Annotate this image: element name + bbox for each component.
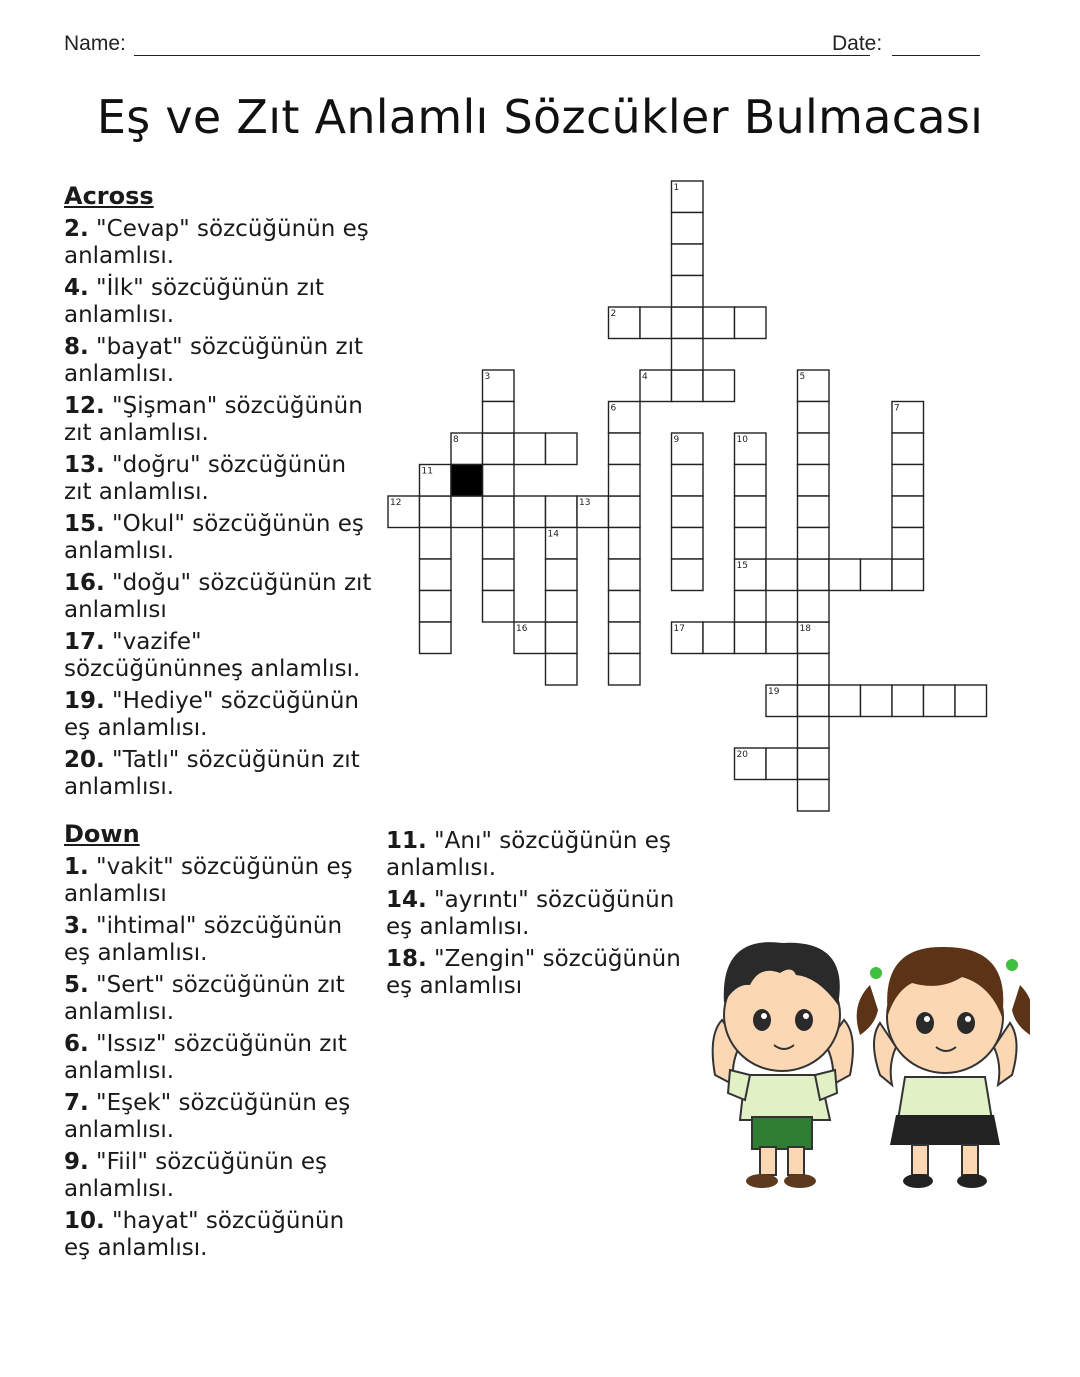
grid-cell[interactable] <box>798 748 830 780</box>
page-title: Eş ve Zıt Anlamlı Sözcükler Bulmacası <box>96 90 984 144</box>
grid-cell[interactable] <box>892 402 924 434</box>
grid-cell[interactable] <box>798 780 830 812</box>
grid-cell[interactable] <box>766 748 798 780</box>
clue-number: 9. <box>64 1149 89 1175</box>
clue-item <box>64 688 374 742</box>
grid-cell[interactable] <box>798 559 830 591</box>
grid-number: 20 <box>736 750 748 760</box>
clue-item <box>64 393 374 447</box>
clue-item <box>386 828 686 882</box>
grid-number: 6 <box>610 403 617 414</box>
grid-cell[interactable] <box>735 622 767 654</box>
grid-cell[interactable] <box>483 591 515 623</box>
clue-text: "hayat" sözcüğünün eş anlamlısı. <box>64 1208 345 1261</box>
clue-text: "doğru" sözcüğünün zıt anlamlısı. <box>64 452 347 505</box>
grid-cell[interactable] <box>420 622 452 654</box>
clue-item <box>386 887 686 941</box>
grid-cell[interactable] <box>672 339 704 371</box>
grid-cell[interactable] <box>892 685 924 717</box>
clue-text: "Eşek" sözcüğünün eş anlamlısı. <box>64 1090 351 1143</box>
clue-item <box>64 972 374 1026</box>
grid-number: 11 <box>421 466 433 477</box>
clue-number: 20. <box>64 747 105 773</box>
clue-item <box>386 946 686 1000</box>
grid-cell[interactable] <box>735 496 767 528</box>
clue-text: "Issız" sözcüğünün zıt anlamlısı. <box>64 1031 347 1084</box>
clue-text: "Sert" sözcüğünün zıt anlamlısı. <box>64 972 345 1025</box>
grid-cell[interactable] <box>546 559 578 591</box>
clue-text: "doğu" sözcüğünün zıt anlamlısı <box>64 570 372 623</box>
clue-number: 11. <box>386 828 427 854</box>
grid-cell[interactable] <box>672 244 704 276</box>
clue-number: 5. <box>64 972 89 998</box>
grid-cell[interactable] <box>420 496 452 528</box>
clue-text: "Hediye" sözcüğünün eş anlamlısı. <box>64 688 359 741</box>
clue-item <box>64 1149 374 1203</box>
clue-number: 7. <box>64 1090 89 1116</box>
grid-cell[interactable] <box>483 402 515 434</box>
clue-number: 19. <box>64 688 105 714</box>
clue-text: "Cevap" sözcüğünün eş anlamlısı. <box>64 216 369 269</box>
grid-cell[interactable] <box>672 276 704 308</box>
grid-cell[interactable] <box>420 591 452 623</box>
grid-number: 4 <box>642 372 648 382</box>
clue-item <box>64 913 374 967</box>
clue-number: 1. <box>64 854 89 880</box>
grid-number: 2 <box>610 309 617 319</box>
grid-number: 1 <box>673 183 680 193</box>
grid-cell[interactable] <box>640 307 672 339</box>
clue-number: 12. <box>64 393 105 419</box>
grid-cell[interactable] <box>703 307 735 339</box>
name-label: Name: <box>64 32 126 55</box>
clue-item <box>64 216 374 270</box>
grid-cell[interactable] <box>924 685 956 717</box>
clue-text: "Tatlı" sözcüğünün zıt anlamlısı. <box>64 747 360 800</box>
grid-cell[interactable] <box>798 370 830 402</box>
grid-number: 15 <box>736 561 748 571</box>
grid-cell[interactable] <box>451 496 483 528</box>
grid-cell[interactable] <box>672 370 704 402</box>
grid-cell[interactable] <box>829 685 861 717</box>
clue-item <box>64 1090 374 1144</box>
clue-text: "vazife" sözcüğününneş anlamlısı. <box>64 629 361 682</box>
grid-cell[interactable] <box>735 307 767 339</box>
grid-cell[interactable] <box>672 622 704 654</box>
grid-cell[interactable] <box>798 402 830 434</box>
grid-cell[interactable] <box>483 370 515 402</box>
grid-cell[interactable] <box>861 559 893 591</box>
grid-cell[interactable] <box>798 465 830 497</box>
clue-text: "Anı" sözcüğünün eş anlamlısı. <box>386 828 671 881</box>
grid-cell[interactable] <box>798 685 830 717</box>
name-date-header <box>64 30 984 62</box>
grid-cell[interactable] <box>483 465 515 497</box>
grid-cell[interactable] <box>546 622 578 654</box>
grid-number: 7 <box>894 403 900 414</box>
girl-figure <box>857 947 1030 1188</box>
grid-cell[interactable] <box>672 465 704 497</box>
grid-cell[interactable] <box>577 496 609 528</box>
grid-cell[interactable] <box>892 528 924 560</box>
clue-item <box>64 334 374 388</box>
grid-number: 12 <box>390 498 402 508</box>
grid-cell[interactable] <box>861 685 893 717</box>
clue-number: 8. <box>64 334 89 360</box>
grid-cell[interactable] <box>892 496 924 528</box>
grid-number: 13 <box>579 498 591 508</box>
clue-number: 2. <box>64 216 89 242</box>
grid-cell[interactable] <box>798 528 830 560</box>
grid-cell[interactable] <box>798 717 830 749</box>
grid-cell[interactable] <box>735 748 767 780</box>
grid-cell[interactable] <box>672 213 704 245</box>
grid-cell[interactable] <box>640 370 672 402</box>
grid-cell[interactable] <box>609 591 641 623</box>
grid-cell[interactable] <box>609 496 641 528</box>
grid-cell[interactable] <box>514 622 546 654</box>
clue-item <box>64 629 374 683</box>
grid-cell[interactable] <box>892 559 924 591</box>
grid-cell[interactable] <box>672 307 704 339</box>
grid-cell[interactable] <box>514 496 546 528</box>
grid-cell[interactable] <box>892 433 924 465</box>
grid-cell[interactable] <box>672 433 704 465</box>
grid-cell[interactable] <box>483 496 515 528</box>
grid-cell[interactable] <box>546 528 578 560</box>
clue-number: 14. <box>386 887 427 913</box>
grid-number: 10 <box>736 435 748 445</box>
down-heading: Down <box>64 820 140 848</box>
grid-cell[interactable] <box>735 465 767 497</box>
down-clues <box>64 854 374 1267</box>
grid-cell[interactable] <box>609 307 641 339</box>
grid-cell[interactable] <box>546 591 578 623</box>
grid-number: 9 <box>673 435 680 445</box>
grid-cell[interactable] <box>483 559 515 591</box>
clue-item <box>64 747 374 801</box>
grid-cell[interactable] <box>514 433 546 465</box>
clue-item <box>64 1031 374 1085</box>
grid-cell[interactable] <box>546 654 578 686</box>
clue-number: 10. <box>64 1208 105 1234</box>
grid-cell[interactable] <box>798 433 830 465</box>
boy-figure <box>713 942 853 1188</box>
grid-cell[interactable] <box>388 496 420 528</box>
grid-cell[interactable] <box>609 433 641 465</box>
grid-cell[interactable] <box>609 528 641 560</box>
grid-cell[interactable] <box>766 685 798 717</box>
clue-number: 13. <box>64 452 105 478</box>
clue-number: 17. <box>64 629 105 655</box>
grid-cell[interactable] <box>798 654 830 686</box>
clue-item <box>64 854 374 908</box>
across-heading: Across <box>64 182 154 210</box>
grid-number: 5 <box>799 372 806 382</box>
grid-cell[interactable] <box>735 528 767 560</box>
grid-cell[interactable] <box>451 433 483 465</box>
grid-cell[interactable] <box>703 622 735 654</box>
clue-text: "Şişman" sözcüğünün zıt anlamlısı. <box>64 393 363 446</box>
grid-cell[interactable] <box>735 433 767 465</box>
clue-text: "bayat" sözcüğünün zıt anlamlısı. <box>64 334 363 387</box>
grid-cell[interactable] <box>766 622 798 654</box>
grid-number: 8 <box>453 435 459 445</box>
clue-text: "Zengin" sözcüğünün eş anlamlısı <box>386 946 681 999</box>
children-illustration <box>700 925 1030 1195</box>
clue-number: 3. <box>64 913 89 939</box>
clue-item <box>64 275 374 329</box>
clue-text: "Okul" sözcüğünün eş anlamlısı. <box>64 511 364 564</box>
grid-cell[interactable] <box>483 528 515 560</box>
grid-cell[interactable] <box>829 559 861 591</box>
grid-cell[interactable] <box>483 433 515 465</box>
clue-number: 18. <box>386 946 427 972</box>
grid-cell[interactable] <box>766 559 798 591</box>
grid-cell[interactable] <box>546 433 578 465</box>
clue-text: "Fiil" sözcüğünün eş anlamlısı. <box>64 1149 327 1202</box>
clue-number: 4. <box>64 275 89 301</box>
clue-number: 6. <box>64 1031 89 1057</box>
grid-cell[interactable] <box>672 559 704 591</box>
grid-cell[interactable] <box>609 654 641 686</box>
clue-item <box>64 1208 374 1262</box>
grid-cell[interactable] <box>955 685 987 717</box>
clue-item <box>64 570 374 624</box>
grid-number: 16 <box>516 624 528 634</box>
grid-cell[interactable] <box>798 622 830 654</box>
grid-cell[interactable] <box>420 528 452 560</box>
grid-cell[interactable] <box>420 559 452 591</box>
clue-item <box>64 511 374 565</box>
date-label: Date: <box>832 32 883 55</box>
clue-text: "İlk" sözcüğünün zıt anlamlısı. <box>64 275 325 328</box>
clue-number: 15. <box>64 511 105 537</box>
grid-cell[interactable] <box>672 181 704 213</box>
date-field[interactable] <box>892 55 980 56</box>
grid-cell[interactable] <box>672 528 704 560</box>
grid-cell[interactable] <box>420 465 452 497</box>
clue-number: 16. <box>64 570 105 596</box>
grid-cell[interactable] <box>735 559 767 591</box>
grid-number: 14 <box>547 529 559 540</box>
grid-cell[interactable] <box>892 465 924 497</box>
grid-number: 19 <box>768 687 780 697</box>
clue-text: "ihtimal" sözcüğünün eş anlamlısı. <box>64 913 343 966</box>
clue-item <box>64 452 374 506</box>
across-clues <box>64 216 374 806</box>
grid-number: 17 <box>673 624 685 634</box>
grid-cell[interactable] <box>735 591 767 623</box>
grid-block <box>451 465 483 497</box>
clue-text: "vakit" sözcüğünün eş anlamlısı <box>64 854 353 907</box>
clue-text: "ayrıntı" sözcüğünün eş anlamlısı. <box>386 887 675 940</box>
grid-cell[interactable] <box>798 591 830 623</box>
grid-cell[interactable] <box>672 496 704 528</box>
grid-cell[interactable] <box>609 465 641 497</box>
grid-cell[interactable] <box>609 622 641 654</box>
grid-cell[interactable] <box>798 496 830 528</box>
grid-number: 18 <box>799 624 811 634</box>
grid-cell[interactable] <box>703 370 735 402</box>
grid-cell[interactable] <box>609 402 641 434</box>
grid-cell[interactable] <box>609 559 641 591</box>
name-field[interactable] <box>134 55 870 56</box>
down-clues-continued <box>386 828 686 1005</box>
grid-number: 3 <box>484 372 491 382</box>
grid-cell[interactable] <box>546 496 578 528</box>
